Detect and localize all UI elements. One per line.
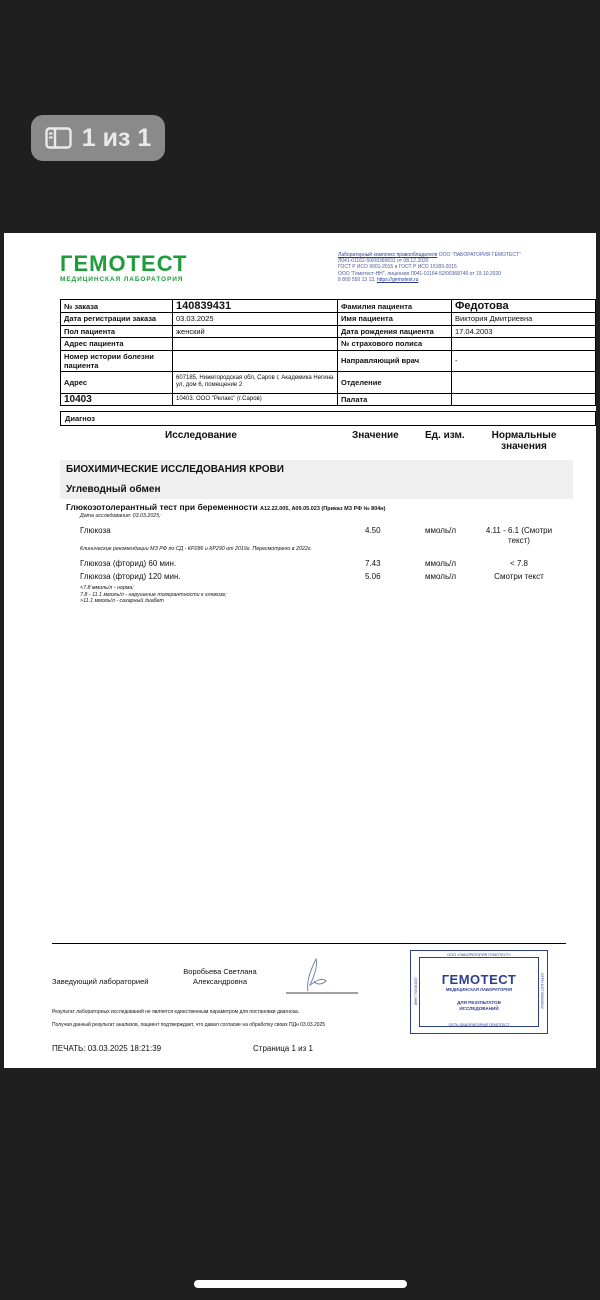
disclaimer: Результат лабораторных исследований не является единственным параметром для постановки диагноза.	[52, 1009, 300, 1015]
table-row	[61, 325, 596, 338]
stamp-left: ИНН 7706384057	[414, 977, 418, 1006]
result-unit: ммоль/л	[425, 572, 456, 581]
address-label: Адрес пациента	[61, 338, 173, 351]
stamp-middle-line: ДЛЯ РЕЗУЛЬТАТОВ	[457, 1000, 501, 1005]
result-name: Глюкоза (фторид) 60 мин.	[80, 559, 177, 568]
dob-value: 17.04.2003	[452, 325, 596, 338]
table-row	[61, 350, 596, 371]
section-biochem: БИОХИМИЧЕСКИЕ ИССЛЕДОВАНИЯ КРОВИ	[60, 460, 573, 480]
license-line: ГОСТ Р ИСО 9001-2015 и ГОСТ Р ИСО 15189-2015	[338, 264, 457, 271]
license-info	[338, 252, 578, 283]
patient-table	[60, 299, 596, 406]
table-row	[61, 393, 596, 406]
sex-value: женский	[173, 325, 338, 338]
clinic-address-label: Адрес	[61, 371, 173, 393]
stamp-middle	[411, 1000, 547, 1012]
result-value: 4.50	[365, 526, 381, 535]
page-number: Страница 1 из 1	[253, 1044, 313, 1053]
order-value: 140839431	[173, 300, 338, 313]
history-value	[173, 350, 338, 371]
table-row	[61, 338, 596, 351]
department-value	[452, 371, 596, 393]
stamp-middle-line: ИССЛЕДОВАНИЙ	[459, 1006, 499, 1011]
page-counter-label: 1 из 1	[81, 123, 152, 152]
test-title-row	[66, 502, 385, 512]
test-codes: А12.22.005, А09.05.023 (Приказ МЗ РФ № 804н)	[259, 506, 386, 512]
license-link[interactable]: Лабораторный комплекс правообладателя	[338, 252, 438, 258]
result-name: Глюкоза	[80, 526, 111, 535]
head-name	[174, 967, 266, 987]
section-carb: Углеводный обмен	[60, 480, 573, 499]
address-value	[173, 338, 338, 351]
result-norm: < 7.8	[509, 559, 528, 568]
ward-value	[452, 393, 596, 406]
column-study: Исследование	[165, 430, 237, 441]
test-title: Глюкозотолерантный тест при беременности	[66, 502, 258, 512]
regdate-value: 03.03.2025	[173, 313, 338, 326]
document-page	[4, 233, 596, 1068]
license-site-link[interactable]: https://gemotest.ru	[376, 276, 419, 283]
page-counter[interactable]	[31, 115, 165, 161]
recommendation-note: Клинические рекомендации МЗ РФ по СД - КР286 и КР290 от 2019г. Пересмотрено в 2022г.	[80, 546, 312, 552]
stamp-frame	[419, 957, 539, 1027]
column-norm-line: Нормальные	[491, 430, 557, 441]
surname-value: Федотова	[452, 300, 596, 313]
gemotest-logo	[60, 253, 187, 283]
result-unit: ммоль/л	[425, 526, 456, 535]
sex-label: Пол пациента	[61, 325, 173, 338]
logo-sub: МЕДИЦИНСКАЯ ЛАБОРАТОРИЯ	[60, 276, 184, 283]
doctor-value: -	[452, 350, 596, 371]
table-row	[61, 371, 596, 393]
policy-label: № страхового полиса	[338, 338, 452, 351]
stamp-bottom: СЕТЬ ЛАБОРАТОРИЙ ГЕМОТЕСТ	[448, 1023, 510, 1027]
column-norm	[484, 430, 564, 452]
license-phone: 8 800 550 13 13,	[338, 276, 377, 283]
stamp-sub: МЕДИЦИНСКАЯ ЛАБОРАТОРИЯ	[445, 987, 513, 992]
reference-note: <7.8 ммоль/л - норма;	[80, 585, 134, 591]
result-value: 7.43	[365, 559, 381, 568]
stamp-brand: ГЕМОТЕСТ	[441, 972, 517, 987]
test-date: Дата исследования: 03.03.2025;	[80, 513, 161, 519]
column-norm-line: значения	[501, 441, 547, 452]
table-row	[61, 300, 596, 313]
code-value: 10403. ООО "Релакс" (г.Саров)	[173, 393, 338, 406]
license-line: ООО "Гемотест-НН", лицензия Л041-01164-52/00368740 от 19.10.2020	[338, 270, 502, 277]
reference-notes	[80, 585, 227, 605]
clinic-address-value: 607185, Нижегородская обл, Саров г, Академика Негина ул, дом 6, помещение 2	[173, 371, 338, 393]
ward-label: Палата	[338, 393, 452, 406]
department-label: Отделение	[338, 371, 452, 393]
sidebar-icon	[45, 127, 72, 149]
surname-label: Фамилия пациента	[338, 300, 452, 313]
diagnosis-label: Диагноз	[60, 411, 596, 426]
name-value: Виктория Дмитриевна	[452, 313, 596, 326]
column-unit: Ед. изм.	[425, 430, 465, 441]
result-norm-line: 4.11 - 6.1 (Смотри	[485, 526, 553, 535]
reference-note: >11.1 ммоль/л - сахарный диабет	[80, 598, 164, 604]
reference-note: 7.8 - 11.1 ммоль/л - нарушение толерантности к глюкозе;	[80, 591, 227, 598]
result-value: 5.06	[365, 572, 381, 581]
dob-label: Дата рождения пациента	[338, 325, 452, 338]
regdate-label: Дата регистрации заказа	[61, 313, 173, 326]
table-row	[61, 313, 596, 326]
license-org: ООО "ЛАБОРАТОРИЯ ГЕМОТЕСТ"	[437, 252, 521, 258]
policy-value	[452, 338, 596, 351]
result-norm: Смотри текст	[494, 572, 544, 581]
lab-stamp	[410, 950, 548, 1034]
code-label: 10403	[61, 393, 173, 406]
result-norm-line: текст)	[508, 536, 530, 545]
result-norm	[476, 526, 562, 546]
doctor-label: Направляющий врач	[338, 350, 452, 371]
head-title: Заведующий лабораторией	[52, 977, 149, 986]
disclaimer: Получая данный результат анализов, пациент подтверждает, что давал согласие на обработку своих ПДн 03.03.2025	[52, 1022, 326, 1028]
stamp-right: ОГРН 1027706000642	[540, 973, 544, 1009]
head-name-line: Воробьева Светлана	[183, 967, 257, 976]
column-value: Значение	[352, 430, 399, 441]
result-name: Глюкоза (фторид) 120 мин.	[80, 572, 181, 581]
divider	[52, 943, 566, 944]
order-label: № заказа	[61, 300, 173, 313]
signature-icon	[286, 951, 358, 995]
history-label: Номер истории болезни пациента	[61, 350, 173, 371]
name-label: Имя пациента	[338, 313, 452, 326]
license-line: Л041-01162-50/00369631 от 08.12.2020	[338, 258, 429, 265]
print-time: ПЕЧАТЬ: 03.03.2025 18:21:39	[52, 1044, 162, 1053]
logo-main: ГЕМОТЕСТ	[60, 251, 188, 276]
head-name-line: Александровна	[193, 977, 247, 986]
result-unit: ммоль/л	[425, 559, 456, 568]
stamp-top: ООО «ЛАБОРАТОРИЯ ГЕМОТЕСТ»	[447, 953, 511, 957]
home-indicator[interactable]	[194, 1280, 407, 1288]
